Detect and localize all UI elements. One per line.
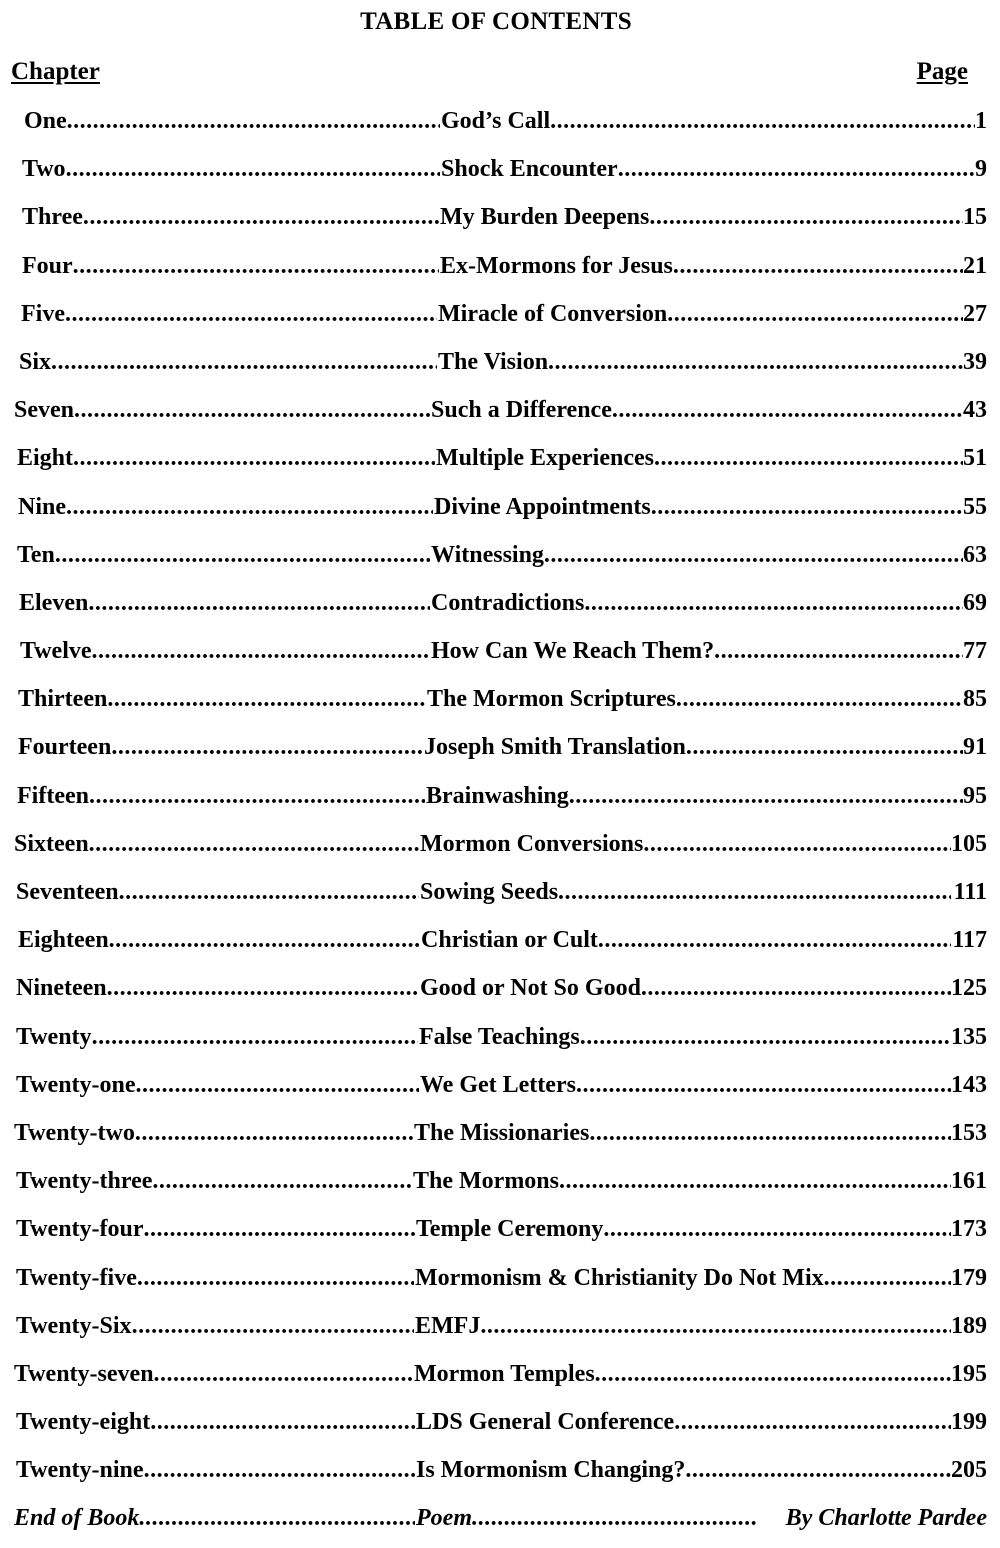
toc-entry [0, 584, 1000, 632]
toc-entry [0, 1018, 1000, 1066]
toc-title: Christian or Cult ..... [421, 927, 951, 954]
toc-list [0, 102, 1000, 1548]
toc-page-number: 189 [951, 1312, 987, 1339]
toc-chapter: Six ..... [19, 349, 437, 376]
toc-page-number: 63 [963, 541, 987, 568]
toc-page-number: 195 [951, 1360, 987, 1387]
toc-chapter: Eleven ..... [19, 590, 430, 617]
toc-footer-entry [0, 1499, 1000, 1547]
toc-title: The Mormon Scriptures ..... [427, 686, 963, 713]
toc-page-number: 173 [951, 1216, 987, 1243]
toc-title: Contradictions ..... [431, 590, 963, 617]
toc-entry [0, 1210, 1000, 1258]
toc-title: Good or Not So Good ..... [420, 975, 951, 1002]
toc-entry [0, 921, 1000, 969]
toc-entry [0, 343, 1000, 391]
toc-entry [0, 536, 1000, 584]
toc-entry [0, 1451, 1000, 1499]
toc-page-number: 199 [951, 1409, 987, 1436]
toc-title: How Can We Reach Them? ..... [431, 638, 963, 665]
toc-chapter: Twenty-Six ..... [16, 1313, 414, 1340]
toc-page-number: 91 [963, 734, 987, 761]
toc-page-number: 15 [963, 204, 987, 231]
toc-chapter: Twenty-nine ..... [16, 1457, 415, 1484]
toc-entry [0, 1355, 1000, 1403]
toc-entry [0, 198, 1000, 246]
toc-entry [0, 295, 1000, 343]
toc-chapter: One ..... [24, 108, 440, 135]
toc-chapter: Four ..... [22, 253, 439, 280]
toc-title: Mormon Conversions ..... [420, 831, 951, 858]
toc-page-number: 135 [951, 1023, 987, 1050]
toc-title: Multiple Experiences ..... [436, 445, 963, 472]
toc-title: Brainwashing ..... [426, 783, 963, 810]
toc-page-number: 179 [951, 1264, 987, 1291]
toc-title: The Missionaries ..... [414, 1120, 951, 1147]
toc-entry [0, 1114, 1000, 1162]
toc-chapter: Seven ..... [14, 397, 430, 424]
toc-page-number: 161 [951, 1168, 987, 1195]
toc-title: LDS General Conference ..... [416, 1409, 951, 1436]
toc-page-number: 205 [951, 1457, 987, 1484]
toc-chapter: Three ..... [22, 204, 439, 231]
toc-title: Such a Difference ..... [431, 397, 963, 424]
chapter-column-header: Chapter [11, 58, 100, 85]
toc-entry [0, 873, 1000, 921]
toc-chapter: Fifteen ..... [17, 783, 425, 810]
toc-chapter: Twenty-five ..... [16, 1265, 414, 1292]
toc-entry [0, 488, 1000, 536]
toc-page-number: 105 [951, 830, 987, 857]
toc-entry [0, 439, 1000, 487]
toc-chapter: Nineteen ..... [16, 975, 419, 1002]
toc-title: Mormon Temples ..... [414, 1361, 951, 1388]
toc-page-number: 9 [975, 156, 987, 183]
toc-page-number: 153 [951, 1119, 987, 1146]
toc-chapter: Twenty-seven ..... [14, 1361, 413, 1388]
toc-chapter: Seventeen ..... [16, 879, 419, 906]
toc-title: Mormonism & Christianity Do Not Mix ..... [415, 1265, 951, 1292]
toc-chapter: Twenty-one ..... [16, 1072, 419, 1099]
toc-entry [0, 680, 1000, 728]
toc-title: Is Mormonism Changing? ..... [416, 1457, 951, 1484]
toc-entry [0, 1162, 1000, 1210]
toc-page-number: 85 [963, 686, 987, 713]
toc-title: The Vision ..... [438, 349, 963, 376]
toc-page-number: 117 [952, 927, 987, 954]
toc-chapter: Nine ..... [18, 494, 433, 521]
toc-title: God’s Call ..... [441, 108, 975, 135]
toc-title: Divine Appointments ..... [434, 494, 963, 521]
toc-title: My Burden Deepens ..... [440, 204, 963, 231]
toc-entry [0, 969, 1000, 1017]
toc-page-number: 1 [975, 108, 987, 134]
toc-page-number: 39 [963, 348, 987, 375]
toc-entry [0, 1307, 1000, 1355]
toc-page-number: 69 [963, 589, 987, 616]
toc-entry [0, 728, 1000, 776]
toc-chapter: Eighteen ..... [18, 927, 420, 954]
page-title: TABLE OF CONTENTS [360, 8, 632, 35]
toc-footer-author: By Charlotte Pardee [785, 1505, 987, 1532]
toc-entry [0, 632, 1000, 680]
toc-title: Sowing Seeds ..... [420, 879, 951, 906]
toc-entry [0, 1259, 1000, 1307]
toc-chapter: Five ..... [21, 301, 437, 328]
toc-page-number: 143 [951, 1071, 987, 1098]
toc-chapter: Fourteen ..... [18, 734, 423, 761]
toc-page-number: 55 [963, 493, 987, 520]
toc-page-number: 21 [963, 252, 987, 279]
toc-title: We Get Letters ..... [420, 1072, 951, 1099]
toc-chapter: Thirteen ..... [18, 686, 426, 713]
toc-entry [0, 1403, 1000, 1451]
toc-page-number: 51 [963, 445, 987, 472]
toc-chapter: Sixteen ..... [14, 831, 419, 858]
toc-page-number: 43 [963, 397, 987, 424]
toc-footer-title: Poem ..... [416, 1505, 758, 1532]
toc-title: Miracle of Conversion ..... [438, 301, 963, 328]
toc-page-number: 111 [953, 879, 987, 905]
toc-chapter: Eight ..... [17, 445, 435, 472]
toc-entry [0, 777, 1000, 825]
toc-footer-chapter: End of Book ..... [14, 1505, 415, 1532]
toc-title: Ex-Mormons for Jesus ..... [440, 253, 963, 280]
toc-entry [0, 825, 1000, 873]
page-column-header: Page [916, 58, 968, 85]
toc-chapter: Twenty-four ..... [16, 1216, 415, 1243]
toc-page-number: 125 [951, 975, 987, 1002]
toc-title: EMFJ ..... [415, 1313, 951, 1340]
toc-title: Witnessing ..... [431, 542, 963, 569]
toc-chapter: Twenty-two ..... [14, 1120, 413, 1147]
toc-chapter: Ten ..... [17, 542, 430, 569]
toc-entry [0, 247, 1000, 295]
toc-entry [0, 102, 1000, 150]
toc-title: The Mormons ..... [413, 1168, 951, 1195]
toc-chapter: Twenty-three ..... [16, 1168, 412, 1195]
toc-page-number: 27 [963, 300, 987, 327]
toc-title: False Teachings ..... [419, 1024, 951, 1051]
toc-page-number: 77 [963, 638, 987, 665]
toc-chapter: Twelve ..... [20, 638, 430, 665]
toc-title: Joseph Smith Translation ..... [424, 734, 963, 761]
toc-chapter: Twenty ..... [16, 1024, 418, 1051]
toc-entry [0, 150, 1000, 198]
toc-entry [0, 1066, 1000, 1114]
toc-entry [0, 391, 1000, 439]
toc-title: Shock Encounter ..... [441, 156, 975, 183]
toc-chapter: Twenty-eight ..... [16, 1409, 415, 1436]
toc-page-number: 95 [963, 782, 987, 809]
toc-chapter: Two ..... [22, 156, 440, 183]
toc-title: Temple Ceremony ..... [416, 1216, 951, 1243]
